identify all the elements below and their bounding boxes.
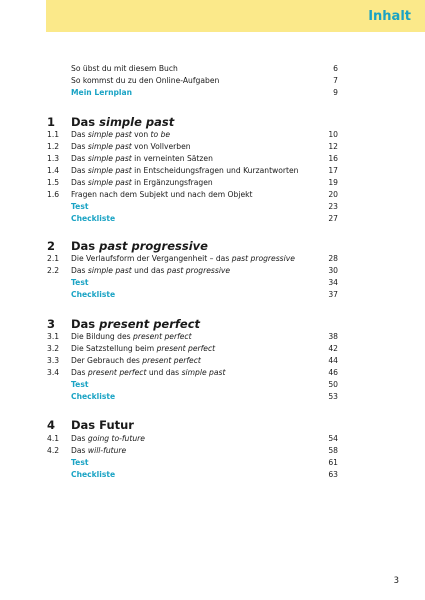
chapter-number: 3	[47, 317, 56, 331]
chapter-title: Das Futur	[71, 418, 134, 432]
header-band	[46, 0, 425, 32]
toc-entry-page: 53	[328, 392, 338, 401]
toc-entry-page: 44	[328, 356, 338, 365]
toc-entry[interactable]	[0, 153, 425, 164]
toc-entry[interactable]	[0, 343, 425, 354]
section-number: 4.2	[47, 446, 60, 455]
toc-entry-text: Fragen nach dem Subjekt und nach dem Objekt	[71, 190, 253, 199]
section-number: 2.1	[47, 254, 60, 263]
checklist-label: Checkliste	[71, 290, 116, 299]
toc-entry[interactable]	[0, 177, 425, 188]
toc-entry-text: Das going to-future	[71, 434, 145, 443]
toc-entry-text: So übst du mit diesem Buch	[71, 64, 178, 73]
checklist-label: Checkliste	[71, 470, 116, 479]
toc-entry[interactable]	[0, 265, 425, 276]
toc-entry-page: 10	[328, 130, 338, 139]
toc-entry-checklist[interactable]	[0, 289, 425, 300]
section-number: 1.6	[47, 190, 60, 199]
toc-entry-text: So kommst du zu den Online-Aufgaben	[71, 76, 220, 85]
toc-entry-page: 17	[328, 166, 338, 175]
toc-entry-text: Das simple past in Ergänzungsfragen	[71, 178, 213, 187]
toc-entry-page: 30	[328, 266, 338, 275]
checklist-label: Checkliste	[71, 214, 116, 223]
chapter-number: 4	[47, 418, 56, 432]
section-number: 3.1	[47, 332, 60, 341]
toc-entry[interactable]	[0, 129, 425, 140]
section-number: 3.4	[47, 368, 60, 377]
toc-entry-page: 9	[333, 88, 338, 97]
toc-entry-test[interactable]	[0, 201, 425, 212]
toc-entry-page: 63	[328, 470, 338, 479]
toc-entry-text: Das simple past in Entscheidungsfragen und Kurzantworten	[71, 166, 299, 175]
toc-entry-text: Die Satzstellung beim present perfect	[71, 344, 216, 353]
test-label: Test	[71, 458, 89, 467]
page-title: Inhalt	[368, 9, 411, 24]
toc-entry-page: 7	[333, 76, 338, 85]
section-number: 1.2	[47, 142, 60, 151]
toc-entry[interactable]	[0, 367, 425, 378]
toc-entry-page: 28	[328, 254, 338, 263]
section-number: 1.4	[47, 166, 60, 175]
toc-entry-text: Das simple past und das past progressive	[71, 266, 231, 275]
toc-entry-page: 12	[328, 142, 338, 151]
toc-entry[interactable]	[0, 165, 425, 176]
toc-entry[interactable]	[0, 445, 425, 456]
section-number: 1.3	[47, 154, 60, 163]
toc-entry-text: Das will-future	[71, 446, 127, 455]
section-number: 3.3	[47, 356, 60, 365]
chapter-title: Das present perfect	[71, 317, 201, 331]
toc-entry-text: Das simple past von to be	[71, 130, 171, 139]
toc-entry-lernplan[interactable]	[0, 87, 425, 98]
toc-entry-text: Die Verlaufsform der Vergangenheit – das past progressive	[71, 254, 295, 263]
toc-entry-text: Die Bildung des present perfect	[71, 332, 192, 341]
toc-entry[interactable]	[0, 355, 425, 366]
toc-entry[interactable]	[0, 63, 425, 74]
section-number: 1.5	[47, 178, 60, 187]
toc-entry[interactable]	[0, 189, 425, 200]
toc-entry-text: Der Gebrauch des present perfect	[71, 356, 201, 365]
toc-entry-text: Das present perfect und das simple past	[71, 368, 226, 377]
toc-entry-page: 61	[328, 458, 338, 467]
toc-entry-text: Das simple past von Vollverben	[71, 142, 191, 151]
section-number: 2.2	[47, 266, 60, 275]
section-number: 3.2	[47, 344, 60, 353]
toc-entry-page: 54	[328, 434, 338, 443]
toc-entry-page: 20	[328, 190, 338, 199]
chapter-heading[interactable]	[0, 114, 425, 130]
toc-entry-page: 27	[328, 214, 338, 223]
checklist-label: Checkliste	[71, 392, 116, 401]
toc-entry-page: 42	[328, 344, 338, 353]
toc-entry-page: 38	[328, 332, 338, 341]
test-label: Test	[71, 278, 89, 287]
chapter-number: 2	[47, 239, 56, 253]
toc-entry[interactable]	[0, 433, 425, 444]
toc-entry-page: 37	[328, 290, 338, 299]
toc-entry[interactable]	[0, 331, 425, 342]
toc-entry[interactable]	[0, 253, 425, 264]
section-number: 1.1	[47, 130, 60, 139]
chapter-heading[interactable]	[0, 238, 425, 254]
toc-entry[interactable]	[0, 75, 425, 86]
chapter-number: 1	[47, 115, 56, 129]
toc-entry-page: 6	[333, 64, 338, 73]
toc-entry-test[interactable]	[0, 379, 425, 390]
toc-entry-page: 16	[328, 154, 338, 163]
toc-entry-page: 46	[328, 368, 338, 377]
toc-entry-checklist[interactable]	[0, 469, 425, 480]
toc-entry-page: 34	[328, 278, 338, 287]
section-number: 4.1	[47, 434, 60, 443]
toc-entry-checklist[interactable]	[0, 213, 425, 224]
test-label: Test	[71, 380, 89, 389]
page-number: 3	[393, 576, 399, 586]
toc-entry-page: 19	[328, 178, 338, 187]
toc-entry-text: Mein Lernplan	[71, 88, 133, 97]
chapter-heading[interactable]	[0, 417, 425, 433]
test-label: Test	[71, 202, 89, 211]
chapter-title: Das past progressive	[71, 239, 208, 253]
toc-entry-test[interactable]	[0, 457, 425, 468]
toc-entry-page: 58	[328, 446, 338, 455]
toc-entry-page: 50	[328, 380, 338, 389]
chapter-title: Das simple past	[71, 115, 175, 129]
toc-entry[interactable]	[0, 141, 425, 152]
toc-entry-page: 23	[328, 202, 338, 211]
toc-entry-text: Das simple past in verneinten Sätzen	[71, 154, 213, 163]
chapter-heading[interactable]	[0, 316, 425, 332]
toc-entry-checklist[interactable]	[0, 391, 425, 402]
toc-entry-test[interactable]	[0, 277, 425, 288]
